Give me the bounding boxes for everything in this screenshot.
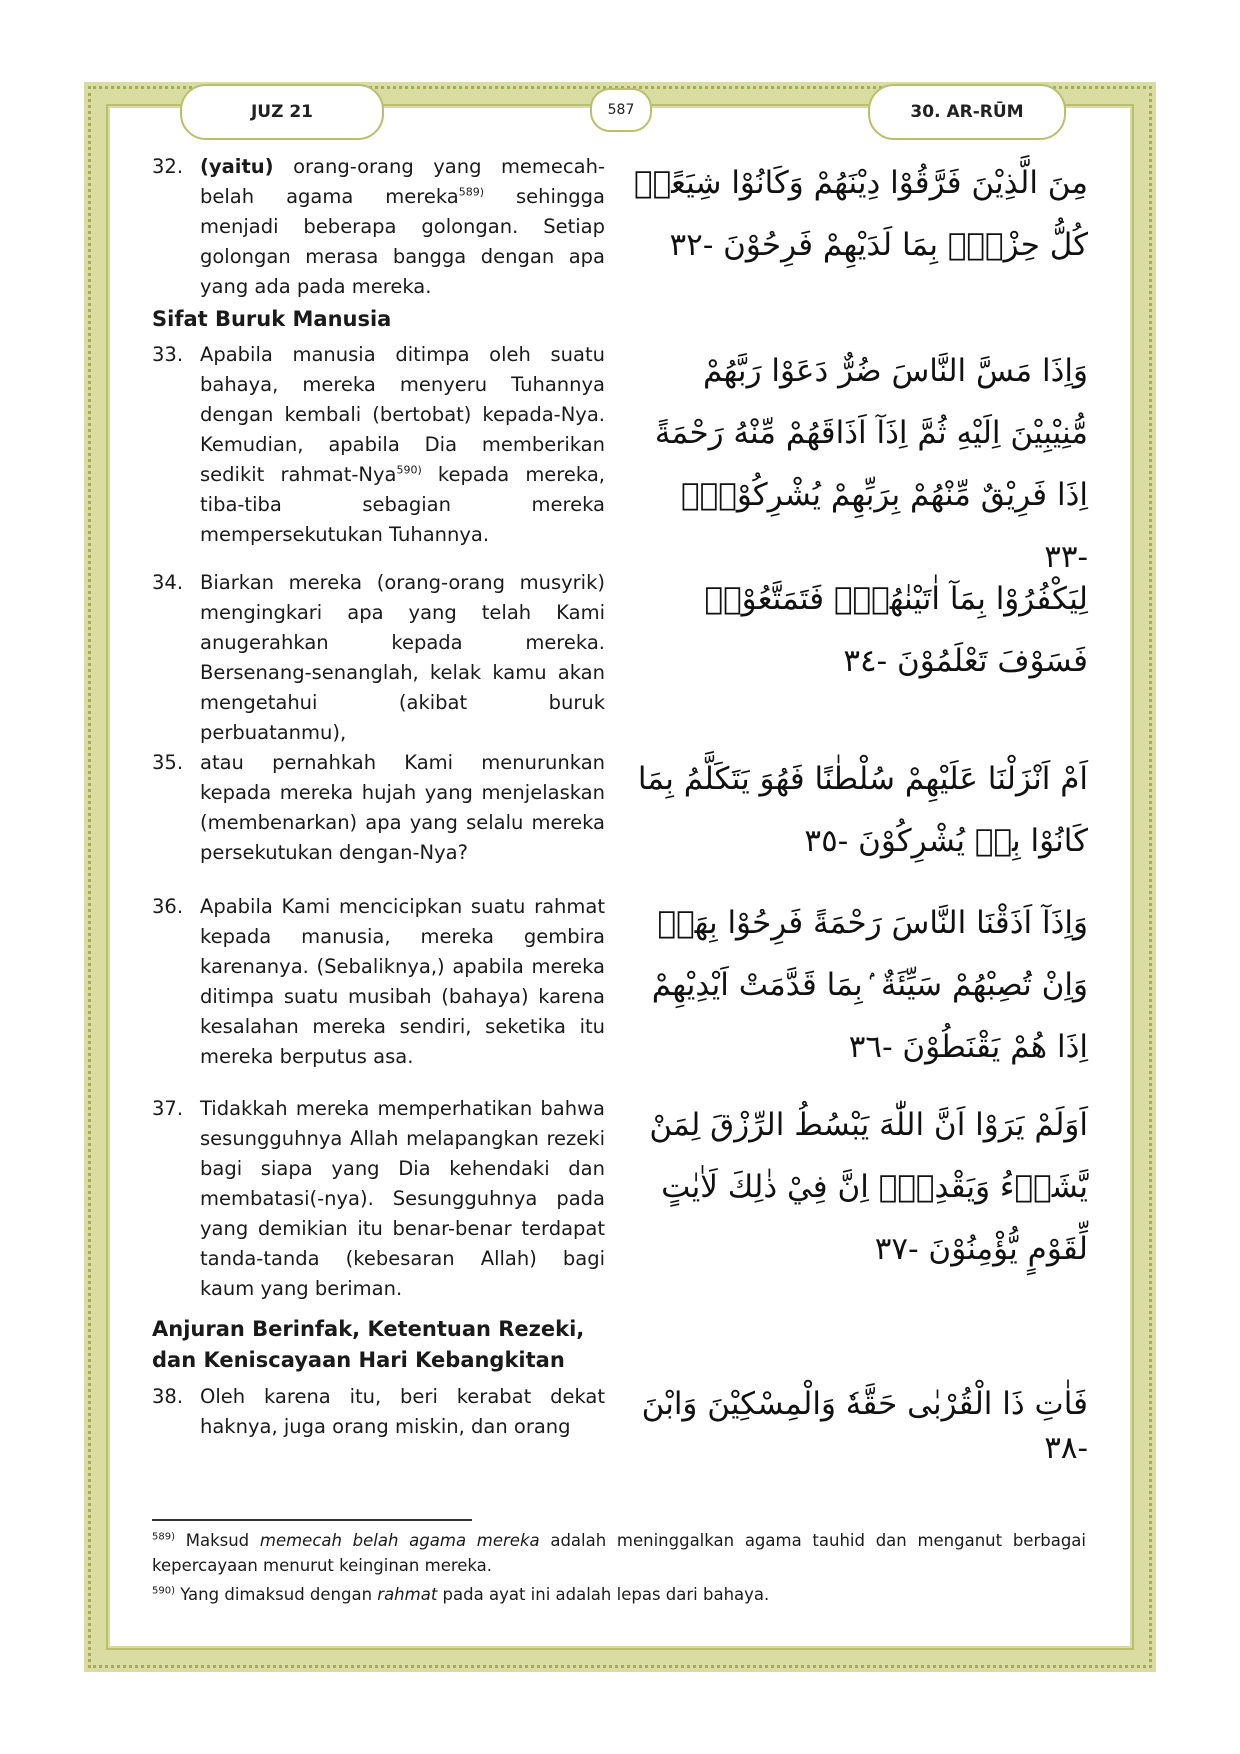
translation-35 — [152, 748, 605, 892]
surah-label — [868, 84, 1066, 140]
arabic-33: وَاِذَا مَسَّ النَّاسَ ضُرٌّ دَعَوْا رَبَّهُمْ مُّنِيْبِيْنَ اِلَيْهِ ثُمَّ اِذَآ اَذَاقَهُمْ مِّنْهُ رَحْمَةً اِذَا فَرِيْقٌ مِّنْهُمْ بِرَبِّهِمْ يُشْرِكُوْنَۙ -٣٣ — [654, 353, 1088, 575]
translation-36 — [152, 892, 605, 1094]
verse-number: 34. — [152, 571, 184, 594]
juz-label — [180, 84, 384, 140]
surah-text: 30. AR-RŪM — [910, 102, 1024, 122]
page-content — [152, 152, 1088, 1466]
verse-row-33 — [152, 340, 1088, 575]
verse-number: 38. — [152, 1385, 184, 1408]
heading-text: Anjuran Berinfak, Ketentuan Rezeki, dan Keniscayaan Hari Kebangkitan — [152, 1317, 585, 1372]
verse-number: 33. — [152, 343, 184, 366]
footnote-text: pada ayat ini adalah lepas dari bahaya. — [437, 1585, 770, 1604]
translation-text: sehingga menjadi beberapa golongan. Setiap golongan merasa bangga dengan apa yang ada pada mereka. — [200, 185, 605, 298]
arabic-37: اَوَلَمْ يَرَوْا اَنَّ اللّٰهَ يَبْسُطُ الرِّزْقَ لِمَنْ يَّشَاۤءُ وَيَقْدِرُۗ اِنَّ فِيْ ذٰلِكَ لَاٰيٰتٍ لِّقَوْمٍ يُّؤْمِنُوْنَ -٣٧ — [649, 1107, 1088, 1267]
arabic-35: اَمْ اَنْزَلْنَا عَلَيْهِمْ سُلْطٰنًا فَهُوَ يَتَكَلَّمُ بِمَا كَانُوْا بِهٖ يُشْرِكُوْنَ -٣٥ — [637, 761, 1088, 859]
arabic-38: فَاٰتِ ذَا الْقُرْبٰى حَقَّهٗ وَالْمِسْكِيْنَ وَابْنَ -٣٨ — [641, 1386, 1088, 1466]
translation-34 — [152, 568, 605, 748]
verse-row-36 — [152, 892, 1088, 1094]
verse-number: 32. — [152, 155, 184, 178]
translation-text: Oleh karena itu, beri kerabat dekat haknya, juga orang miskin, dan orang — [200, 1385, 605, 1438]
arabic-36: وَاِذَآ اَذَقْنَا النَّاسَ رَحْمَةً فَرِحُوْا بِهَاۗ وَاِنْ تُصِبْهُمْ سَيِّئَةٌ ۢبِمَا قَدَّمَتْ اَيْدِيْهِمْ اِذَا هُمْ يَقْنَطُوْنَ -٣٦ — [651, 905, 1088, 1065]
translation-33 — [152, 340, 605, 568]
footnote-mark: 590) — [152, 1585, 175, 1597]
translation-text: orang-orang yang memecah-belah agama mereka — [200, 155, 605, 208]
translation-text: Apabila Kami mencicipkan suatu rahmat kepada manusia, mereka gembira karenanya. (Sebaliknya,) apabila mereka ditimpa suatu musibah (bahaya) karena kesalahan mereka sendiri, seketika itu mereka berputus asa. — [200, 895, 605, 1068]
section-heading-1 — [152, 304, 1088, 340]
page-number — [590, 88, 652, 132]
verse-row-32 — [152, 152, 1088, 304]
footnote-text: adalah meninggalkan agama tauhid dan menganut berbagai kepercayaan menurut keinginan mereka. — [152, 1531, 1086, 1575]
translation-text: Tidakkah mereka memperhatikan bahwa sesungguhnya Allah melapangkan rezeki bagi siapa yang Dia kehendaki dan membatasi(-nya). Sesungguhnya pada yang demikian itu benar-benar terdapat tanda-tanda (kebesaran Allah) bagi kaum yang beriman. — [200, 1097, 605, 1300]
translation-38 — [152, 1382, 605, 1442]
footnote-text: Maksud — [175, 1531, 260, 1550]
footnote-italic: memecah belah agama mereka — [259, 1531, 540, 1550]
footnote-ref-589[interactable]: 589) — [458, 185, 485, 199]
verse-number: 36. — [152, 895, 184, 918]
verse-row-35 — [152, 748, 1088, 892]
heading-text: Sifat Buruk Manusia — [152, 307, 392, 331]
footnote-italic: rahmat — [377, 1585, 438, 1604]
verse-row-37 — [152, 1094, 1088, 1314]
translation-text: kepada mereka, tiba-tiba sebagian mereka mempersekutukan Tuhannya. — [200, 463, 605, 546]
arabic-32: مِنَ الَّذِيْنَ فَرَّقُوْا دِيْنَهُمْ وَكَانُوْا شِيَعًاۗ كُلُّ حِزْبٍۢ بِمَا لَدَيْهِمْ فَرِحُوْنَ -٣٢ — [633, 165, 1088, 263]
translation-text: Biarkan mereka (orang-orang musyrik) mengingkari apa yang telah Kami anugerahkan kepada mereka. Bersenang-senanglah, kelak kamu akan mengetahui (akibat buruk perbuatanmu), — [200, 571, 605, 744]
juz-text: JUZ 21 — [250, 102, 314, 122]
footnote-589 — [152, 1528, 1086, 1578]
verse-row-34 — [152, 568, 1088, 748]
translation-text: atau pernahkah Kami menurunkan kepada mereka hujah yang menjelaskan (membenarkan) apa yang selalu mereka persekutukan dengan-Nya? — [200, 751, 605, 864]
footnote-mark: 589) — [152, 1531, 175, 1543]
footnote-ref-590[interactable]: 590) — [396, 463, 422, 477]
translation-text: Apabila manusia ditimpa oleh suatu bahaya, mereka menyeru Tuhannya dengan kembali (bertobat) kepada-Nya. Kemudian, apabila Dia memberikan sedikit rahmat-Nya — [200, 343, 605, 486]
arabic-34: لِيَكْفُرُوْا بِمَآ اٰتَيْنٰهُمْۗ فَتَمَتَّعُوْاۗ فَسَوْفَ تَعْلَمُوْنَ -٣٤ — [704, 581, 1088, 679]
verse-number: 37. — [152, 1097, 184, 1120]
footnote-divider — [152, 1519, 472, 1521]
translation-37 — [152, 1094, 605, 1314]
page-number-text: 587 — [607, 102, 635, 118]
footnotes — [152, 1528, 1086, 1611]
verse-number: 35. — [152, 751, 184, 774]
translation-32 — [152, 152, 605, 304]
section-heading-2 — [152, 1314, 605, 1382]
bold-lead: (yaitu) — [200, 155, 274, 178]
footnote-text: Yang dimaksud dengan — [175, 1585, 378, 1604]
footnote-590 — [152, 1582, 1086, 1607]
verse-row-38 — [152, 1382, 1088, 1466]
